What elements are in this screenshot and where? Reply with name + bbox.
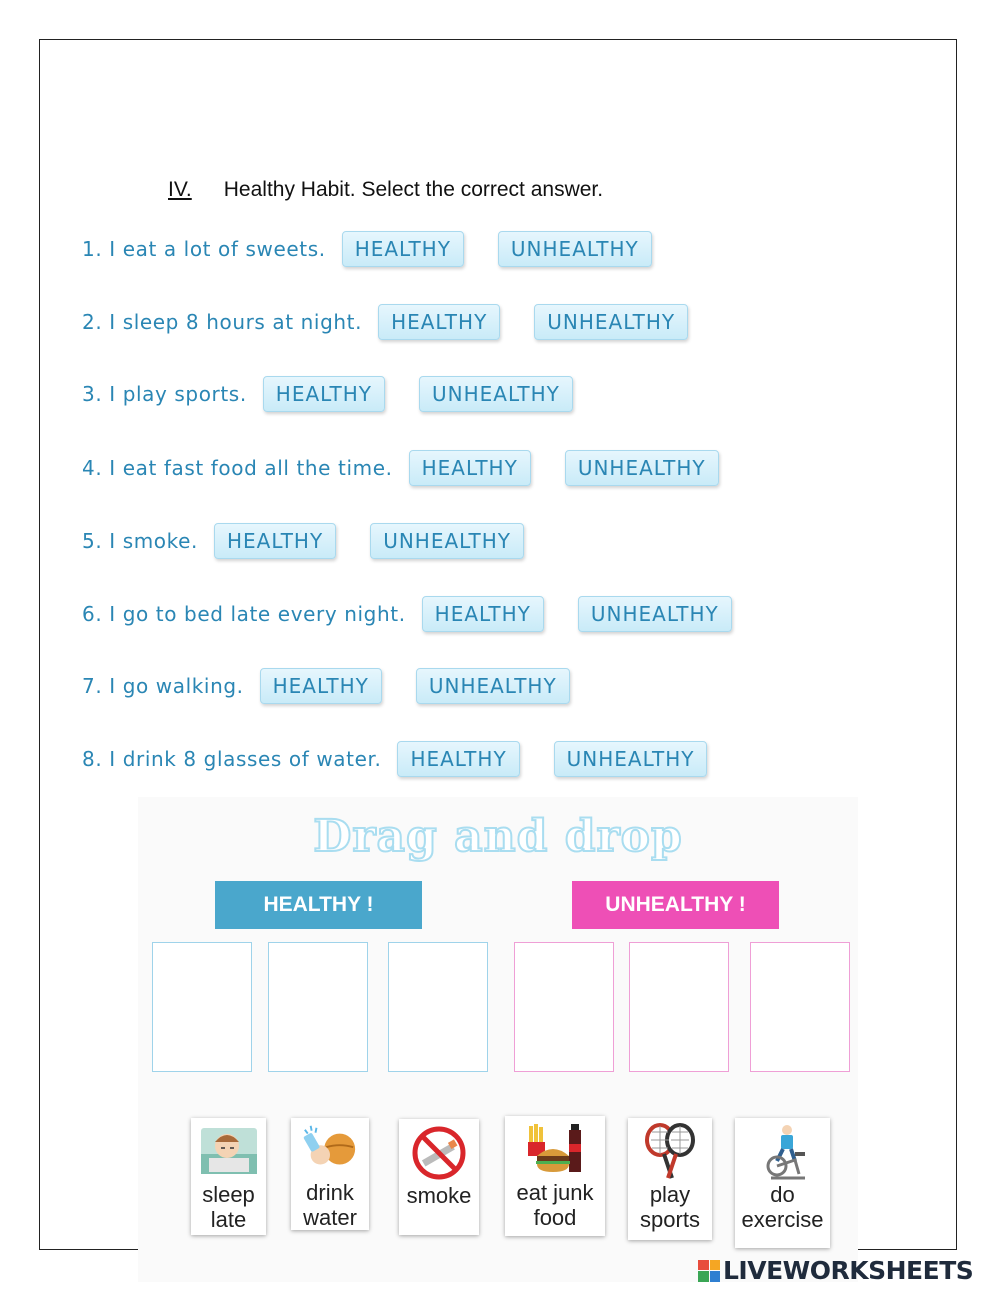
section-heading — [168, 178, 603, 202]
unhealthy-button[interactable]: UNHEALTHY — [554, 741, 708, 777]
drag-drop-title: Drag and drop — [313, 811, 683, 862]
logo-square-red — [698, 1260, 709, 1271]
no-smoking-icon — [407, 1123, 471, 1183]
logo-square-orange — [710, 1260, 721, 1271]
card-sleep-late[interactable] — [191, 1118, 266, 1235]
section-number: IV. — [168, 178, 192, 201]
unhealthy-drop-zone-2[interactable] — [629, 942, 729, 1072]
unhealthy-button[interactable]: UNHEALTHY — [370, 523, 524, 559]
healthy-button[interactable]: HEALTHY — [378, 304, 500, 340]
card-label: do exercise — [741, 1182, 824, 1232]
healthy-button[interactable]: HEALTHY — [214, 523, 336, 559]
card-label: play sports — [640, 1182, 700, 1232]
logo-square-green — [698, 1271, 709, 1282]
card-smoke[interactable] — [399, 1119, 479, 1235]
brand-name: LIVEWORKSHEETS — [723, 1256, 974, 1285]
card-label: smoke — [406, 1183, 472, 1208]
question-text: 7. I go walking. — [82, 674, 244, 698]
question-text: 6. I go to bed late every night. — [82, 602, 406, 626]
unhealthy-button[interactable]: UNHEALTHY — [419, 376, 573, 412]
question-text: 8. I drink 8 glasses of water. — [82, 747, 382, 771]
question-text: 3. I play sports. — [82, 382, 247, 406]
card-label: drink water — [303, 1180, 357, 1230]
liveworksheets-brand — [698, 1256, 973, 1285]
question-row-8 — [82, 739, 741, 779]
logo-square-blue — [710, 1271, 721, 1282]
question-text: 5. I smoke. — [82, 529, 198, 553]
unhealthy-button[interactable]: UNHEALTHY — [498, 231, 652, 267]
question-row-1 — [82, 229, 686, 269]
question-row-2 — [82, 302, 722, 342]
healthy-drop-zone-1[interactable] — [152, 942, 252, 1072]
unhealthy-drop-zone-1[interactable] — [514, 942, 614, 1072]
card-drink-water[interactable] — [291, 1118, 369, 1230]
unhealthy-button[interactable]: UNHEALTHY — [416, 668, 570, 704]
unhealthy-category-banner: UNHEALTHY ! — [572, 881, 779, 929]
question-row-7 — [82, 666, 604, 706]
exercise-bike-icon — [751, 1122, 815, 1182]
card-label: sleep late — [202, 1182, 255, 1232]
sleeping-person-icon — [197, 1122, 261, 1182]
healthy-button[interactable]: HEALTHY — [397, 741, 519, 777]
question-row-6 — [82, 594, 766, 634]
card-label: eat junk food — [516, 1180, 594, 1230]
unhealthy-drop-zone-3[interactable] — [750, 942, 850, 1072]
healthy-button[interactable]: HEALTHY — [263, 376, 385, 412]
tennis-rackets-icon — [638, 1122, 702, 1182]
question-row-4 — [82, 448, 753, 488]
card-eat-junk-food[interactable] — [505, 1116, 605, 1236]
section-title: Healthy Habit. Select the correct answer. — [223, 178, 604, 201]
unhealthy-button[interactable]: UNHEALTHY — [578, 596, 732, 632]
healthy-button[interactable]: HEALTHY — [342, 231, 464, 267]
junk-food-icon — [523, 1120, 587, 1180]
healthy-button[interactable]: HEALTHY — [422, 596, 544, 632]
healthy-button[interactable]: HEALTHY — [409, 450, 531, 486]
healthy-category-banner: HEALTHY ! — [215, 881, 422, 929]
drag-drop-area — [138, 797, 858, 1282]
healthy-drop-zone-2[interactable] — [268, 942, 368, 1072]
liveworksheets-logo-icon — [698, 1260, 720, 1282]
healthy-drop-zone-3[interactable] — [388, 942, 488, 1072]
question-row-5 — [82, 521, 558, 561]
question-row-3 — [82, 374, 607, 414]
healthy-button[interactable]: HEALTHY — [260, 668, 382, 704]
unhealthy-button[interactable]: UNHEALTHY — [534, 304, 688, 340]
card-do-exercise[interactable] — [735, 1118, 830, 1248]
question-text: 4. I eat fast food all the time. — [82, 456, 393, 480]
unhealthy-button[interactable]: UNHEALTHY — [565, 450, 719, 486]
drinking-water-icon — [298, 1122, 362, 1180]
question-text: 1. I eat a lot of sweets. — [82, 237, 326, 261]
card-play-sports[interactable] — [628, 1118, 712, 1240]
question-text: 2. I sleep 8 hours at night. — [82, 310, 363, 334]
